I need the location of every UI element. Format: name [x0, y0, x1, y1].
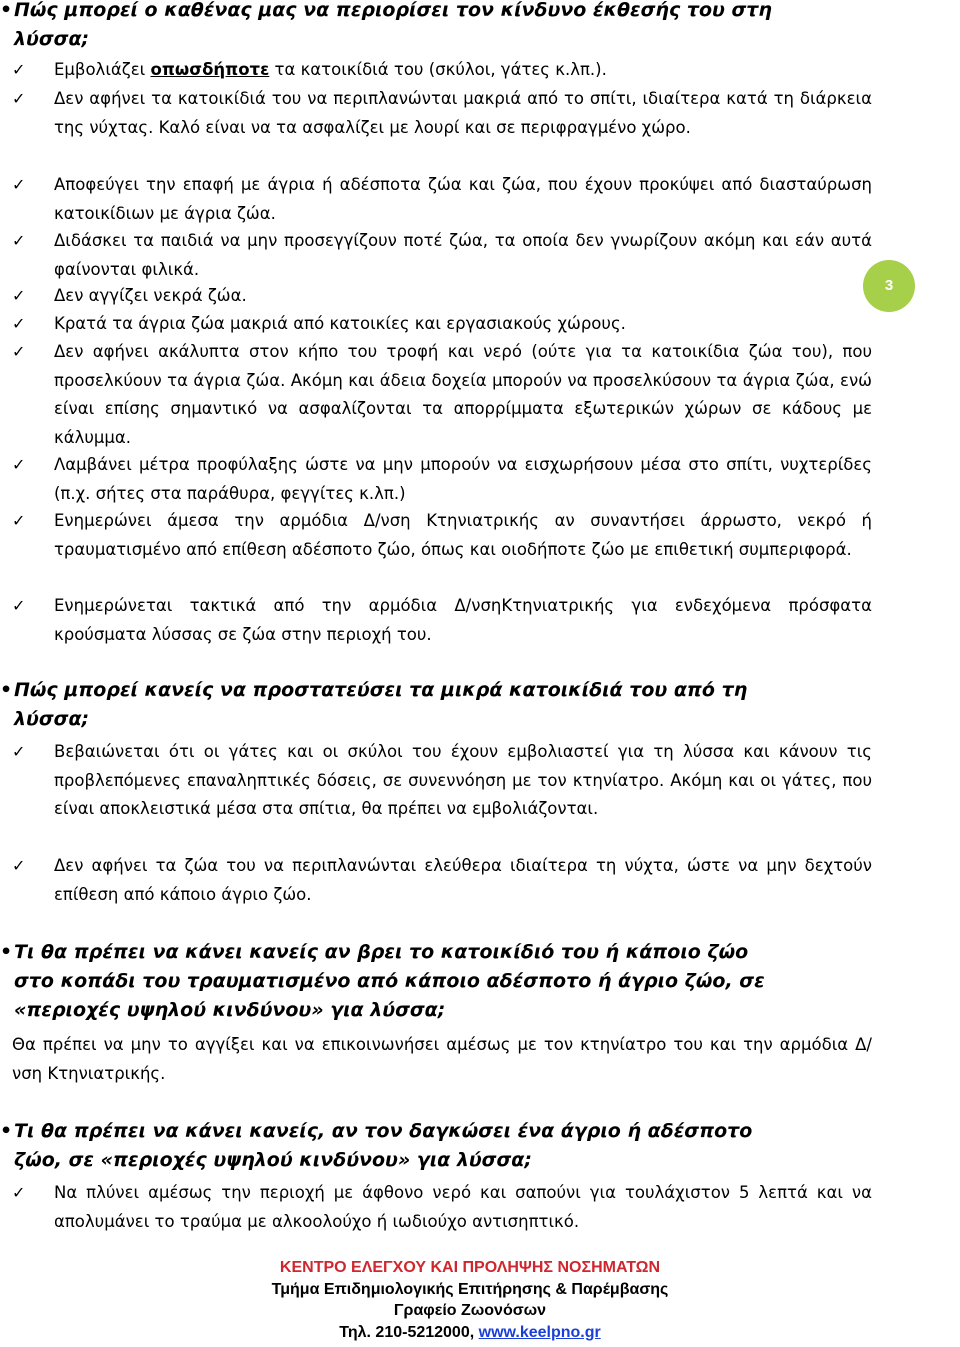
list-item: [12, 1179, 872, 1236]
bullet-icon: •: [0, 0, 13, 21]
heading-line: ζώο, σε «περιοχές υψηλού κινδύνου» για λύσσα;: [14, 1149, 532, 1171]
page-number: 3: [884, 277, 894, 294]
checkmark-icon: ✓: [12, 596, 26, 615]
item-text: τα κατοικίδιά του (σκύλοι, γάτες κ.λπ.).: [269, 60, 607, 79]
checkmark-icon: ✓: [12, 286, 26, 305]
list-item: [12, 310, 872, 339]
item-text: Δεν αφήνει ακάλυπτα στον κήπο του τροφή και νερό (ούτε για τα κατοικίδια ζώα του), που προσελκύουν τα άγρια ζώα. Ακόμη και άδεια δοχεία μπορούν να προσελκύσουν τα άγρια ζώα, ενώ είναι επίσης σημαντικό να ασφαλίζονται τα απορρίμματα εξωτερικών χώρων σε κάδους με κάλυμμα.: [54, 342, 872, 447]
checkmark-icon: ✓: [12, 1183, 26, 1202]
item-text: Κρατά τα άγρια ζώα μακριά από κατοικίες και εργασιακούς χώρους.: [54, 314, 626, 333]
paragraph: Θα πρέπει να μην το αγγίξει και να επικοινωνήσει αμέσως με τον κτηνίατρο του και την αρμόδια Δ/νση Κτηνιατρικής.: [12, 1035, 872, 1083]
item-text: Να πλύνει αμέσως την περιοχή με άφθονο νερό και σαπούνι για τουλάχιστον 5 λεπτά και να απολυμάνει το τραύμα με αλκοολούχο ή ιωδιούχο αντισηπτικό.: [54, 1183, 872, 1231]
bullet-icon: •: [0, 679, 13, 701]
checkmark-icon: ✓: [12, 856, 26, 875]
list-item: [12, 227, 872, 284]
checkmark-icon: ✓: [12, 511, 26, 530]
item-text: Δεν αγγίζει νεκρά ζώα.: [54, 286, 247, 305]
checkmark-icon: ✓: [12, 342, 26, 361]
item-text: Βεβαιώνεται ότι οι γάτες και οι σκύλοι του έχουν εμβολιαστεί για τη λύσσα και κάνουν τις προβλεπόμενες επαναληπτικές δόσεις, σε συνεννόηση με τον κτηνίατρο. Ακόμη και οι γάτες, που είναι αποκλειστικά μέσα στα σπίτια, θα πρέπει να εμβολιάζονται.: [54, 742, 872, 818]
list-item: [12, 338, 872, 452]
page-number-badge: [863, 260, 915, 312]
heading-line: λύσσα;: [14, 708, 90, 730]
section-heading-bite: [0, 1117, 885, 1175]
list-item: [12, 451, 872, 508]
list-item: [12, 738, 872, 824]
item-text: Διδάσκει τα παιδιά να μην προσεγγίζουν ποτέ ζώα, τα οποία δεν γνωρίζουν ακόμη και εάν αυτά φαίνονται φιλικά.: [54, 231, 872, 279]
list-item: [12, 852, 872, 909]
list-item: [12, 282, 872, 311]
footer-office: Γραφείο Ζωονόσων: [393, 1302, 547, 1319]
list-item: [12, 171, 872, 228]
list-item: [12, 56, 872, 85]
heading-line: στο κοπάδι του τραυματισμένο από κάποιο αδέσποτο ή άγριο ζώο, σε: [14, 970, 765, 992]
footer-phone: Τηλ. 210-5212000,: [339, 1323, 479, 1341]
website-link[interactable]: www.keelpno.gr: [478, 1323, 601, 1341]
footer: [170, 1257, 770, 1343]
checkmark-icon: ✓: [12, 742, 26, 761]
section-heading-exposure: [0, 0, 885, 54]
item-text: Λαμβάνει μέτρα προφύλαξης ώστε να μην μπορούν να εισχωρήσουν μέσα στο σπίτι, νυχτερίδες (π.χ. σήτες στα παράθυρα, φεγγίτες κ.λπ.): [54, 455, 872, 503]
item-text: Εμβολιάζει: [54, 60, 151, 79]
heading-line: Πώς μπορεί ο καθένας μας να περιορίσει τον κίνδυνο έκθεσής του στη: [14, 0, 772, 21]
heading-line: Πώς μπορεί κανείς να προστατεύσει τα μικρά κατοικίδιά του από τη: [14, 679, 748, 701]
footer-department: Τμήμα Επιδημιολογικής Επιτήρησης & Παρέμβασης: [271, 1280, 669, 1298]
footer-org: ΚΕΝΤΡΟ ΕΛΕΓΧΟΥ ΚΑΙ ΠΡΟΛΗΨΗΣ ΝΟΣΗΜΑΤΩΝ: [279, 1259, 661, 1276]
item-text: Δεν αφήνει τα κατοικίδιά του να περιπλανώνται μακριά από το σπίτι, ιδιαίτερα κατά τη διάρκεια της νύχτας. Καλό είναι να τα ασφαλίζει με λουρί και σε περιφραγμένο χώρο.: [54, 89, 872, 137]
list-item: [12, 507, 872, 564]
bullet-icon: •: [0, 1120, 13, 1142]
list-item: [12, 85, 872, 142]
section-heading-injured-animal: [0, 938, 885, 1025]
checkmark-icon: ✓: [12, 455, 26, 474]
checkmark-icon: ✓: [12, 60, 26, 79]
list-item: [12, 592, 872, 649]
checkmark-icon: ✓: [12, 89, 26, 108]
item-text: Αποφεύγει την επαφή με άγρια ή αδέσποτα ζώα και ζώα, που έχουν προκύψει από διασταύρωση κατοικίδιων με άγρια ζώα.: [54, 175, 872, 223]
heading-line: Τι θα πρέπει να κάνει κανείς αν βρει το κατοικίδιό του ή κάποιο ζώο: [14, 941, 749, 963]
section-heading-pets: [0, 676, 885, 734]
heading-line: «περιοχές υψηλού κινδύνου» για λύσσα;: [14, 999, 446, 1021]
footer-contact: [170, 1322, 770, 1344]
bullet-icon: •: [0, 941, 13, 963]
checkmark-icon: ✓: [12, 231, 26, 250]
item-text: Ενημερώνεται τακτικά από την αρμόδια Δ/νσηΚτηνιατρικής για ενδεχόμενα πρόσφατα κρούσματα λύσσας σε ζώα στην περιοχή του.: [54, 596, 872, 644]
item-text: Ενημερώνει άμεσα την αρμόδια Δ/νση Κτηνιατρικής αν συναντήσει άρρωστο, νεκρό ή τραυματισμένο από επίθεση αδέσποτο ζώο, όπως και οιοδήποτε ζώο με επιθετική συμπεριφορά.: [54, 511, 872, 559]
heading-line: λύσσα;: [14, 28, 90, 50]
heading-line: Τι θα πρέπει να κάνει κανείς, αν τον δαγκώσει ένα άγριο ή αδέσποτο: [14, 1120, 753, 1142]
item-text: Δεν αφήνει τα ζώα του να περιπλανώνται ελεύθερα ιδιαίτερα τη νύχτα, ώστε να μην δεχτούν επίθεση από κάποιο άγριο ζώο.: [54, 856, 872, 904]
emphasis-text: οπωσδήποτε: [150, 60, 270, 79]
checkmark-icon: ✓: [12, 175, 26, 194]
checkmark-icon: ✓: [12, 314, 26, 333]
